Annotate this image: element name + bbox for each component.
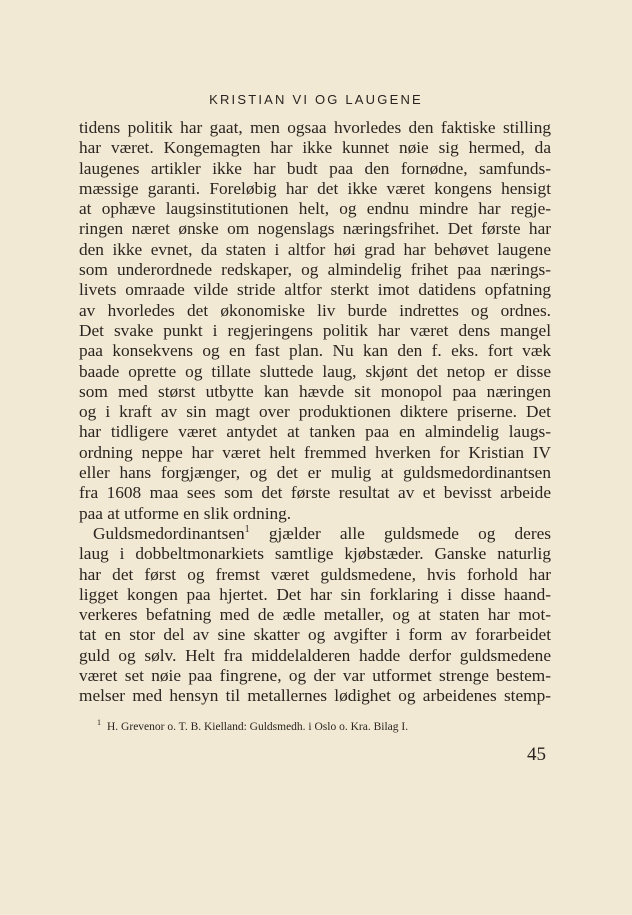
- text-line: melser med hensyn til metallernes lødighet og arbeidenes stemp-: [79, 686, 551, 706]
- text-line: som med størst utbytte kan hævde sit monopol paa næringen: [79, 381, 551, 401]
- text-line: har været. Kongemagten har ikke kunnet nøie sig hermed, da: [79, 138, 551, 158]
- text-line: ringen næret ønske om nogenslags næringsfrihet. Det første har: [79, 219, 551, 239]
- text-line: laugenes artikler ikke har budt paa den fornødne, samfunds-: [79, 158, 551, 178]
- footnote-marker: 1: [97, 718, 101, 727]
- text-line: laug i dobbeltmonarkiets samtlige kjøbstæder. Ganske naturlig: [79, 544, 551, 564]
- footnote-reference: 1: [244, 523, 250, 535]
- paragraph-start-rest: gjælder alle guldsmede og deres: [249, 523, 551, 543]
- text-line-with-footnote-ref: [79, 524, 551, 544]
- body-text: [79, 118, 551, 707]
- text-line: verkeres befatning med de ædle metaller, og at staten har mot-: [79, 605, 551, 625]
- footnote: [97, 718, 557, 733]
- text-line: baade oprette og tillate sluttede laug, skjønt det netop er disse: [79, 361, 551, 381]
- text-line: paa konsekvens og en fast plan. Nu kan den f. eks. fort væk: [79, 341, 551, 361]
- text-line: ligget kongen paa hjertet. Det har sin forklaring i disse haand-: [79, 584, 551, 604]
- text-line: fra 1608 maa sees som det første resultat av et bevisst arbeide: [79, 483, 551, 503]
- text-line: ordning neppe har været helt fremmed hverken for Kristian IV: [79, 442, 551, 462]
- text-line: av hvorledes det økonomiske liv burde indrettes og ordnes.: [79, 300, 551, 320]
- text-line: livets omraade vilde stride altfor sterkt imot datidens opfatning: [79, 280, 551, 300]
- footnote-text: H. Grevenor o. T. B. Kielland: Guldsmedh. i Oslo o. Kra. Bilag I.: [107, 721, 409, 733]
- text-line: som underordnede redskaper, og almindelig frihet paa nærings-: [79, 260, 551, 280]
- text-line: den ikke evnet, da staten i altfor høi grad har behøvet laugene: [79, 239, 551, 259]
- text-line: har tidligere været antydet at tanken paa en almindelig laugs-: [79, 422, 551, 442]
- paragraph-start: Guldsmedordinantsen: [93, 523, 245, 543]
- text-line: paa at utforme en slik ordning.: [79, 503, 292, 523]
- text-line: været set nøie paa fingrene, og der var utformet strenge bestem-: [79, 666, 551, 686]
- text-line: Det svake punkt i regjeringens politik har været dens mangel: [79, 320, 551, 340]
- text-line: har det først og fremst været guldsmedene, hvis forhold har: [79, 564, 551, 584]
- text-line: tidens politik har gaat, men ogsaa hvorledes den faktiske stilling: [79, 118, 551, 137]
- text-line: og i kraft av sin magt over produktionen diktere priserne. Det: [79, 402, 551, 422]
- text-line: mæssige garanti. Foreløbig har det ikke været kongens hensigt: [79, 178, 551, 198]
- running-title: KRISTIAN VI OG LAUGENE: [209, 92, 423, 107]
- text-line: eller hans forgjænger, og det er mulig at guldsmedordinantsen: [79, 463, 551, 483]
- page-number: 45: [527, 744, 546, 765]
- text-line: guld og sølv. Helt fra middelalderen hadde derfor guldsmedene: [79, 645, 551, 665]
- text-line: at ophæve laugsinstitutionen helt, og endnu mindre har regje-: [79, 199, 551, 219]
- text-line: tat en stor del av sine skatter og avgifter i form av forarbeidet: [79, 625, 551, 645]
